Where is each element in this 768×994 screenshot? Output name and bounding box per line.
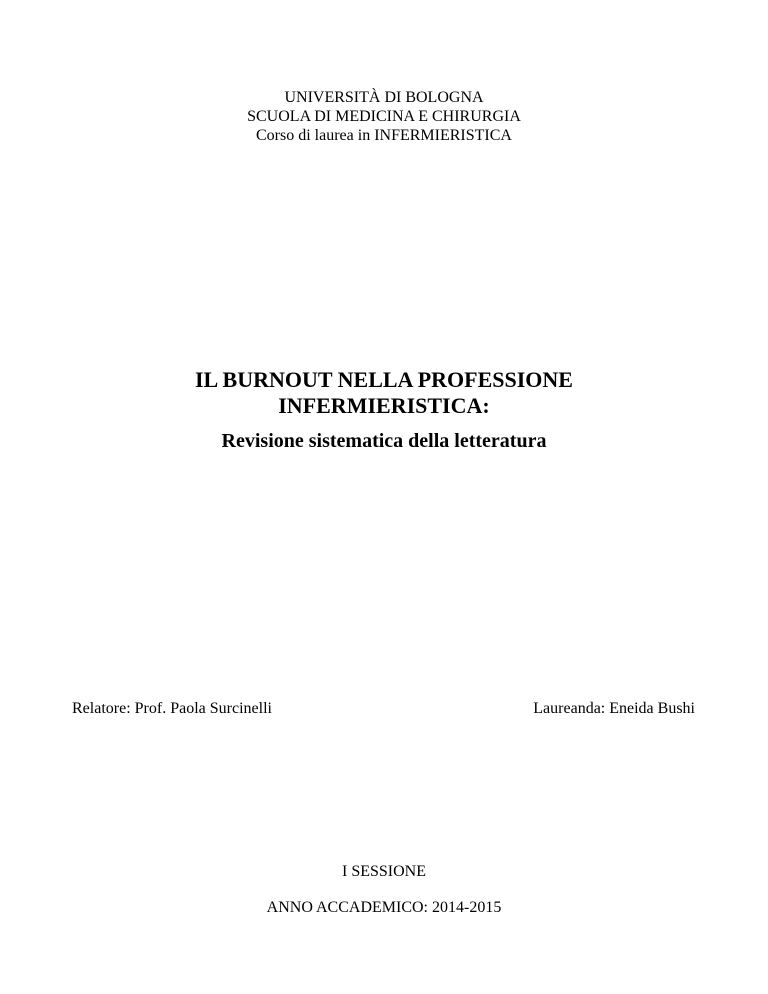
session-footer	[0, 862, 768, 917]
academic-year-label: ANNO ACCADEMICO: 2014-2015	[266, 899, 502, 916]
school-name: SCUOLA DI MEDICINA E CHIRURGIA	[247, 108, 521, 125]
graduand-label: Laureanda: Eneida Bushi	[533, 700, 695, 717]
course-name: Corso di laurea in INFERMIERISTICA	[256, 127, 512, 144]
thesis-title-block	[0, 367, 768, 453]
university-name: UNIVERSITÀ DI BOLOGNA	[284, 89, 484, 106]
session-label: I SESSIONE	[341, 863, 426, 880]
supervisor-label: Relatore: Prof. Paola Surcinelli	[72, 700, 272, 717]
thesis-subtitle: Revisione sistematica della letteratura	[221, 430, 547, 452]
thesis-title-line-1: IL BURNOUT NELLA PROFESSIONE	[195, 367, 573, 392]
institution-header	[0, 88, 768, 145]
thesis-title-line-2: INFERMIERISTICA:	[278, 393, 490, 418]
